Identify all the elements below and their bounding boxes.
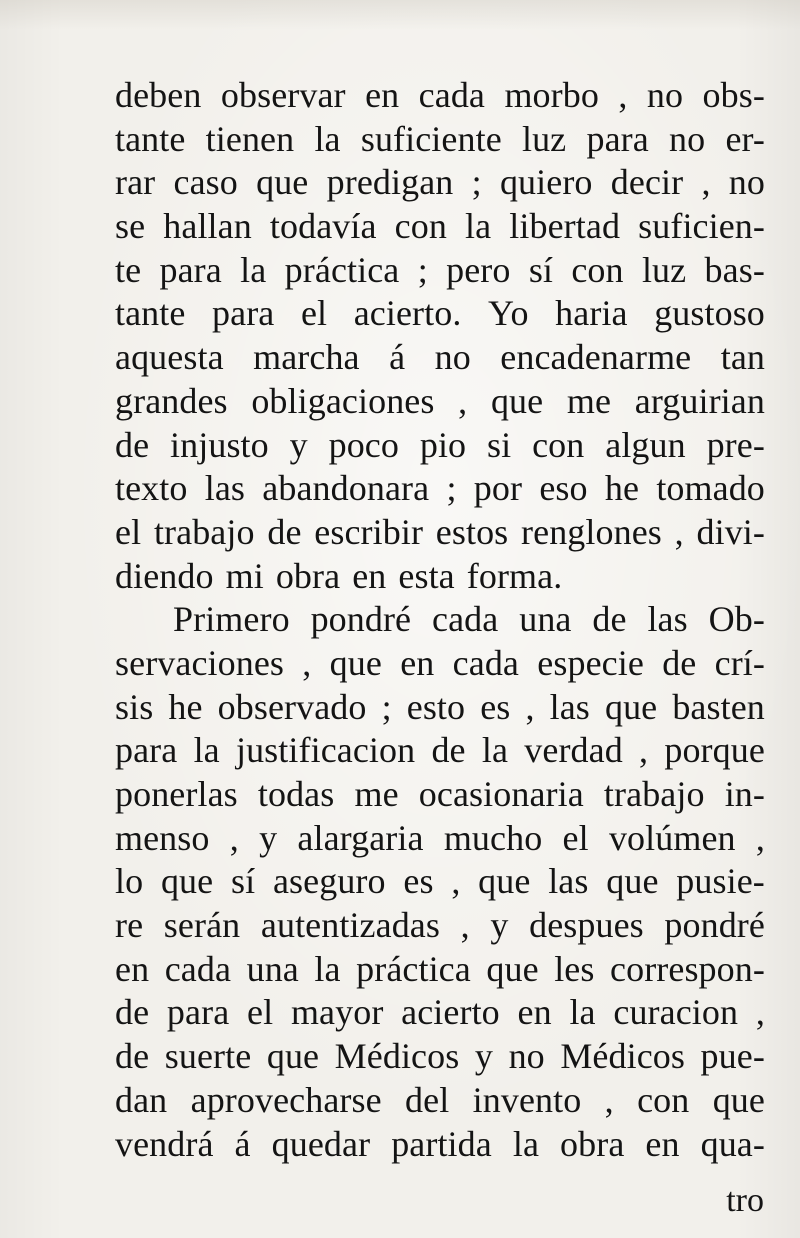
text-line: texto las abandonara ; por eso he tomado <box>115 468 765 509</box>
text-line: menso , y alargaria mucho el volúmen , <box>115 817 765 858</box>
text-line: sis he observado ; esto es , las que basten <box>115 686 765 727</box>
text-line: ponerlas todas me ocasionaria trabajo in- <box>115 774 765 814</box>
text-line: diendo mi obra en esta forma. <box>115 555 563 596</box>
text-line: dan aprovecharse del invento , con que <box>115 1079 765 1120</box>
text-line: para la justificacion de la verdad , porque <box>115 730 765 771</box>
text-line: aquesta marcha á no encadenarme tan <box>115 337 765 378</box>
text-line: re serán autentizadas , y despues pondré <box>115 905 765 946</box>
text-line: de para el mayor acierto en la curacion , <box>115 992 765 1033</box>
page-edge-shadow <box>0 0 800 30</box>
text-line: vendrá á quedar partida la obra en qua- <box>115 1123 765 1164</box>
text-line: de suerte que Médicos y no Médicos pue- <box>115 1036 765 1077</box>
text-line: en cada una la práctica que les correspon- <box>115 948 765 989</box>
text-line: se hallan todavía con la libertad suficien- <box>115 206 765 247</box>
text-line: deben observar en cada morbo , no obs- <box>115 75 765 115</box>
text-line: lo que sí aseguro es , que las que pusie- <box>115 861 765 902</box>
text-line: grandes obligaciones , que me arguirian <box>115 380 765 421</box>
text-line: te para la práctica ; pero sí con luz bas- <box>115 249 765 290</box>
text-line: de injusto y poco pio si con algun pre- <box>115 424 765 465</box>
text-line: servaciones , que en cada especie de crí- <box>115 642 765 683</box>
body-text <box>115 74 765 1166</box>
text-line: tante para el acierto. Yo haria gustoso <box>115 293 765 334</box>
text-line: Primero pondré cada una de las Ob- <box>173 599 765 640</box>
catchword: tro <box>726 1182 764 1219</box>
text-line: tante tienen la suficiente luz para no er- <box>115 118 765 159</box>
text-line: rar caso que predigan ; quiero decir , no <box>115 162 765 203</box>
text-line: el trabajo de escribir estos renglones , divi- <box>115 511 765 552</box>
